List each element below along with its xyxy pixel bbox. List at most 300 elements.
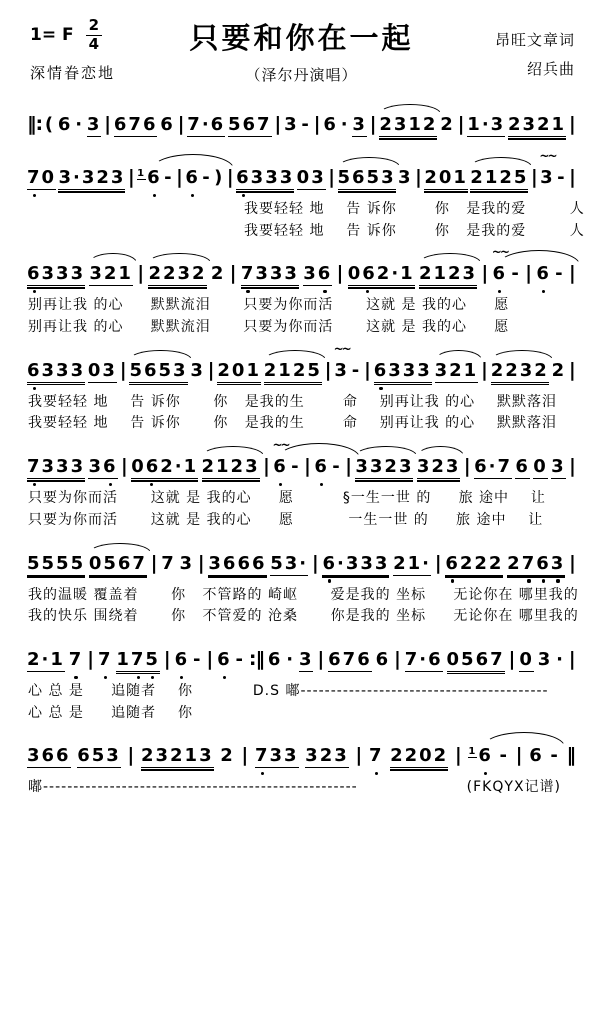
barline: | [569, 166, 576, 188]
barline: | [363, 358, 371, 381]
barline: | [150, 551, 158, 574]
low-octave-dot [320, 483, 323, 486]
note-token [379, 114, 437, 137]
note-text: 7·6 [404, 648, 443, 670]
beam-second-line [264, 384, 322, 386]
note-text: 2232 [148, 263, 206, 286]
note-token [116, 649, 160, 672]
note-token [255, 745, 299, 768]
barline: | [226, 166, 234, 188]
note-token [447, 649, 505, 672]
mordent-mark: ~~ [539, 149, 556, 163]
low-octave-dot [484, 772, 487, 775]
note-text: - [511, 263, 521, 285]
note-token [202, 167, 211, 189]
note-text: 3·323 [58, 167, 125, 190]
note-token [508, 114, 566, 137]
note-token [98, 649, 113, 671]
note-text: - [235, 648, 246, 670]
score-header [26, 10, 577, 96]
note-token [131, 456, 198, 479]
note-token [341, 114, 350, 136]
note-token [519, 649, 534, 672]
note-text: 6·333 [322, 553, 389, 576]
note-text: 6 ~~ [273, 456, 288, 478]
note-token [491, 245, 508, 285]
note-text: 6333 [374, 360, 432, 383]
note-token [27, 649, 65, 672]
note-text: 2312 [379, 114, 437, 137]
note-text: 6 [323, 114, 338, 135]
note-text: 36 [88, 456, 117, 479]
note-token [352, 114, 367, 137]
beam-second-line [217, 384, 261, 386]
note-text: 53· [270, 552, 309, 574]
beam-second-line [27, 287, 85, 289]
slur-arc [470, 157, 532, 167]
beam-second-line [508, 138, 566, 140]
lyrics-block [26, 585, 577, 628]
lyric-line: 别再让我 的心 默默流泪 只要为你而活 这就 是 我的心 愿 [28, 297, 510, 314]
note-text: 2125 [470, 167, 528, 190]
barline: | [177, 113, 185, 135]
beam-second-line [116, 673, 160, 675]
note-text: 2 [440, 114, 455, 135]
note-token [557, 167, 566, 189]
note-token [190, 360, 205, 382]
low-octave-dot [242, 194, 245, 197]
note-token [552, 360, 567, 382]
slur-arc [89, 543, 151, 553]
note-text: - [301, 114, 311, 135]
note-token [187, 114, 225, 137]
beam-second-line [338, 191, 396, 193]
barline: | [530, 166, 538, 188]
barline: | [207, 358, 215, 381]
lyric-line: 心 总 是 追随者 你 D.S 嘟----------------------------------------- [28, 682, 549, 699]
note-text: 366 [27, 745, 71, 767]
note-token [332, 456, 341, 478]
barline: | [317, 647, 325, 670]
note-text: 6 [267, 648, 283, 670]
credits-block [495, 26, 575, 83]
note-token [211, 263, 226, 285]
note-text: 201 [217, 360, 261, 383]
low-octave-dot [180, 676, 183, 679]
slur-arc [379, 104, 441, 114]
low-octave-dot [151, 676, 154, 679]
note-token [217, 360, 261, 383]
note-token [551, 456, 566, 479]
note-text: 6 ~~ [493, 263, 508, 285]
note-text: 7333 [27, 456, 85, 479]
note-token [268, 649, 283, 671]
note-text: 3323 [355, 456, 413, 479]
note-token [424, 167, 468, 190]
barline: | [104, 113, 112, 135]
note-token [538, 649, 553, 671]
barline: | [311, 551, 319, 574]
note-token [468, 745, 493, 767]
slur-arc [417, 446, 465, 456]
note-text: 6·7 [474, 456, 512, 478]
barline: | [457, 113, 465, 135]
beam-second-line [348, 287, 415, 289]
note-text: 3 [284, 114, 299, 135]
slur-arc [89, 253, 137, 263]
note-text: 7 [98, 649, 113, 671]
lyric-line: 心 总 是 追随者 你 [28, 704, 193, 721]
note-text: 6 [529, 745, 544, 767]
note-text: - [291, 456, 301, 478]
barline: | [369, 113, 377, 135]
note-token [161, 553, 176, 575]
note-text: 5555 [27, 553, 85, 576]
lyrics-block [26, 488, 577, 531]
low-octave-dot [33, 483, 36, 486]
barline: | [525, 262, 533, 285]
note-token [27, 263, 85, 286]
note-text: 323 [305, 745, 349, 767]
beam-second-line [131, 480, 198, 482]
low-octave-dot [223, 676, 226, 679]
note-text: 676 [328, 648, 372, 670]
note-text: 5653 [129, 360, 187, 383]
note-token [467, 114, 505, 137]
note-token [69, 649, 84, 671]
beam-second-line [445, 576, 503, 578]
key-signature [30, 18, 115, 53]
low-octave-dot [328, 579, 331, 582]
beam-second-line [417, 480, 461, 482]
mordent-mark: ~~ [272, 438, 289, 453]
barline: | [569, 455, 576, 478]
note-token [333, 341, 350, 382]
low-octave-dot [498, 290, 501, 293]
note-text: 567 [227, 114, 272, 135]
barline: | [508, 647, 516, 670]
note-text: 2232 [491, 360, 549, 383]
note-text: 653 [77, 745, 121, 767]
barline: | [87, 647, 95, 670]
slur-arc [202, 446, 264, 456]
note-token [500, 745, 509, 767]
note-token [328, 649, 372, 672]
lyric-text: 嘟---------------------------------------------------- [28, 779, 358, 796]
beam-second-line [390, 769, 448, 771]
barline: | [480, 358, 488, 381]
note-token [393, 553, 431, 576]
score-system [26, 341, 577, 435]
note-token [264, 360, 322, 383]
note-text: 3 [190, 359, 205, 381]
note-token [374, 360, 432, 383]
note-token [175, 649, 190, 671]
lyric-line: 我的温暖 覆盖着 你 不管路的 崎岖 爱是我的 坐标 无论你在 哪里我的 [28, 586, 579, 603]
note-token [89, 553, 147, 576]
lyrics-block [26, 681, 577, 724]
note-text: 7333 [241, 263, 299, 286]
barline: | [463, 455, 471, 478]
beam-second-line [355, 480, 413, 482]
note-text: 6333 [236, 167, 294, 190]
note-text: 3 [398, 167, 413, 188]
note-text: 2202 [390, 745, 448, 768]
mordent-mark: ~~ [491, 245, 508, 260]
note-token [550, 745, 559, 767]
note-token [217, 649, 232, 671]
barline: | [127, 744, 135, 767]
note-token [228, 114, 272, 137]
lyric-line: 我的快乐 围绕着 你 不管爱的 沧桑 你是我的 坐标 无论你在 哪里我的 [28, 608, 579, 625]
note-text: 3666 [208, 553, 266, 576]
note-text: 21· [393, 552, 431, 574]
slur-arc [355, 446, 417, 456]
mordent-mark: ~~ [333, 341, 350, 356]
note-text: 2123 [202, 456, 260, 479]
note-token [27, 553, 85, 576]
note-text: 2 [210, 263, 226, 285]
note-token [417, 456, 461, 479]
barline: | [568, 551, 576, 574]
note-text: 0 [519, 648, 534, 670]
note-token [338, 167, 396, 190]
note-token [160, 114, 175, 136]
note-token [241, 263, 299, 286]
note-text: 733 [255, 745, 299, 768]
note-token [440, 114, 455, 136]
slur-arc [435, 350, 483, 360]
barline: | [120, 455, 128, 478]
key-tempo-block [30, 18, 115, 83]
slur-arc [338, 157, 400, 167]
barline: | [336, 262, 344, 285]
note-text: 175 [116, 649, 160, 672]
notation-line [26, 98, 577, 146]
note-text: - [192, 648, 203, 670]
lyricist-credit: 昂旺文章词 [494, 31, 575, 49]
score-system [26, 633, 577, 724]
note-token [58, 114, 73, 136]
low-octave-dot [542, 579, 545, 582]
barline: | [328, 166, 336, 188]
beam-second-line [89, 576, 147, 578]
beam-second-line [208, 576, 266, 578]
note-text: 323 [417, 456, 461, 479]
note-text: 2 [551, 359, 567, 381]
note-token [323, 114, 338, 136]
low-octave-dot [137, 676, 140, 679]
note-text: ( [44, 114, 56, 135]
note-token [474, 456, 512, 479]
note-token [507, 553, 565, 576]
note-token [129, 360, 187, 383]
note-text: 0 [533, 456, 548, 478]
barline: | [197, 551, 205, 574]
note-token [355, 456, 413, 479]
slur-arc [491, 350, 553, 360]
song-title: 只要和你在一起 [189, 21, 414, 55]
note-text: 062·1 [348, 263, 415, 286]
time-signature [86, 18, 102, 53]
note-text: ) [214, 167, 225, 188]
note-text: 1·3 [467, 114, 506, 135]
beam-second-line [148, 287, 206, 289]
note-text: 321 [435, 360, 479, 383]
note-text: 6 [217, 649, 232, 671]
note-text: 6 [515, 456, 530, 478]
score-system [26, 537, 577, 628]
note-token [202, 456, 260, 479]
score-system [26, 98, 577, 146]
note-text: 3 [551, 456, 566, 478]
note-text: 2 [220, 745, 235, 767]
note-token [539, 149, 556, 189]
note-text: 676 [113, 114, 158, 135]
note-text: 062·1 [131, 456, 198, 479]
low-octave-dot [33, 290, 36, 293]
slur-arc [419, 253, 481, 263]
beam-second-line [202, 480, 260, 482]
barline: | [568, 358, 576, 381]
barline: | [568, 262, 576, 285]
note-token [299, 649, 314, 672]
note-token [435, 360, 479, 383]
note-token [180, 553, 195, 575]
notation-line [26, 247, 577, 295]
slur-arc [264, 350, 326, 360]
barline: | [206, 647, 214, 670]
barline: | [262, 455, 270, 478]
note-text: - [202, 167, 212, 188]
note-token [193, 649, 202, 671]
note-token [75, 114, 84, 136]
barline: | [229, 262, 237, 285]
note-text: 7·6 [187, 114, 226, 135]
note-text: · [556, 648, 565, 670]
note-text: 6333 [27, 263, 85, 286]
note-token [352, 360, 361, 382]
beam-second-line [27, 384, 85, 386]
low-octave-dot [191, 194, 194, 197]
barline: | [393, 647, 401, 670]
note-token [470, 167, 528, 190]
note-token [555, 263, 564, 285]
low-octave-dot [33, 194, 36, 197]
note-token [220, 745, 235, 767]
barline: | [304, 455, 311, 478]
note-text: 3 [352, 114, 367, 135]
low-octave-dot [323, 290, 326, 293]
note-text: - [332, 456, 342, 478]
beam-second-line [241, 287, 299, 289]
note-token [89, 263, 133, 286]
note-token [398, 167, 413, 189]
note-token [348, 263, 415, 286]
lyrics-block [26, 199, 585, 242]
time-signature-numerator: 2 [86, 18, 102, 36]
barline: | [324, 358, 332, 381]
note-token [270, 553, 308, 576]
note-text: 7 [69, 649, 84, 671]
note-token [272, 438, 289, 478]
note-text: 5653 [338, 167, 396, 190]
score [26, 98, 585, 799]
note-token [236, 649, 245, 671]
beam-second-line [58, 191, 125, 193]
expression-marking: 深情眷恋地 [30, 63, 116, 82]
note-text: 6 [478, 745, 493, 767]
note-token [185, 167, 200, 189]
note-token [87, 114, 102, 137]
beam-second-line [374, 384, 432, 386]
note-text: · [75, 114, 85, 135]
note-token [369, 745, 384, 767]
note-token [445, 553, 503, 576]
barline: | [568, 113, 576, 135]
note-text: 3 [537, 648, 553, 670]
note-text: 2763 [507, 553, 565, 576]
note-token [297, 167, 326, 190]
note-token [208, 553, 266, 576]
low-octave-dot [150, 483, 153, 486]
note-token [214, 167, 224, 189]
note-token [376, 649, 391, 671]
notation-line [26, 729, 577, 777]
lyric-line [28, 777, 577, 799]
note-token [536, 263, 551, 285]
note-token [303, 263, 332, 286]
low-octave-dot [279, 483, 282, 486]
score-system [26, 729, 577, 799]
beam-second-line [447, 673, 505, 675]
beam-second-line [236, 191, 294, 193]
note-text: 201 [424, 167, 468, 190]
note-token [114, 114, 158, 137]
composer-credit: 绍兵曲 [526, 59, 575, 78]
note-token [515, 456, 530, 479]
note-text: 6222 [445, 553, 503, 576]
barline: ‖ [566, 744, 576, 767]
note-text: 03 [87, 359, 117, 381]
beam-second-line [27, 480, 85, 482]
time-signature-denominator: 4 [88, 34, 100, 53]
note-token [45, 114, 55, 136]
note-text: 0567 [89, 553, 147, 576]
score-system [26, 440, 577, 531]
lyric-line: 别再让我 的心 默默流泪 只要为你而活 这就 是 我的心 愿 [28, 319, 510, 336]
note-text: 3 [298, 648, 314, 670]
note-token [88, 360, 117, 383]
barline: | [274, 113, 282, 135]
lyric-line: 我要轻轻 地 告 诉你 你 是我的生 命 别再让我 的心 默默落泪 [28, 415, 557, 432]
note-text: 6 [147, 167, 162, 189]
note-token [529, 745, 544, 767]
note-text: - [164, 167, 174, 188]
barline: | [241, 744, 249, 767]
low-octave-dot [261, 772, 264, 775]
note-token [419, 263, 477, 286]
note-text: 2321 [508, 114, 566, 137]
note-token [148, 263, 206, 286]
barline: | [119, 358, 127, 381]
note-text: 0567 [447, 649, 505, 672]
note-text: 6 [160, 114, 175, 135]
note-token [137, 167, 162, 189]
lyrics-block [26, 295, 577, 338]
grace-note: 1 [468, 746, 478, 758]
lyrics-block [26, 392, 577, 435]
